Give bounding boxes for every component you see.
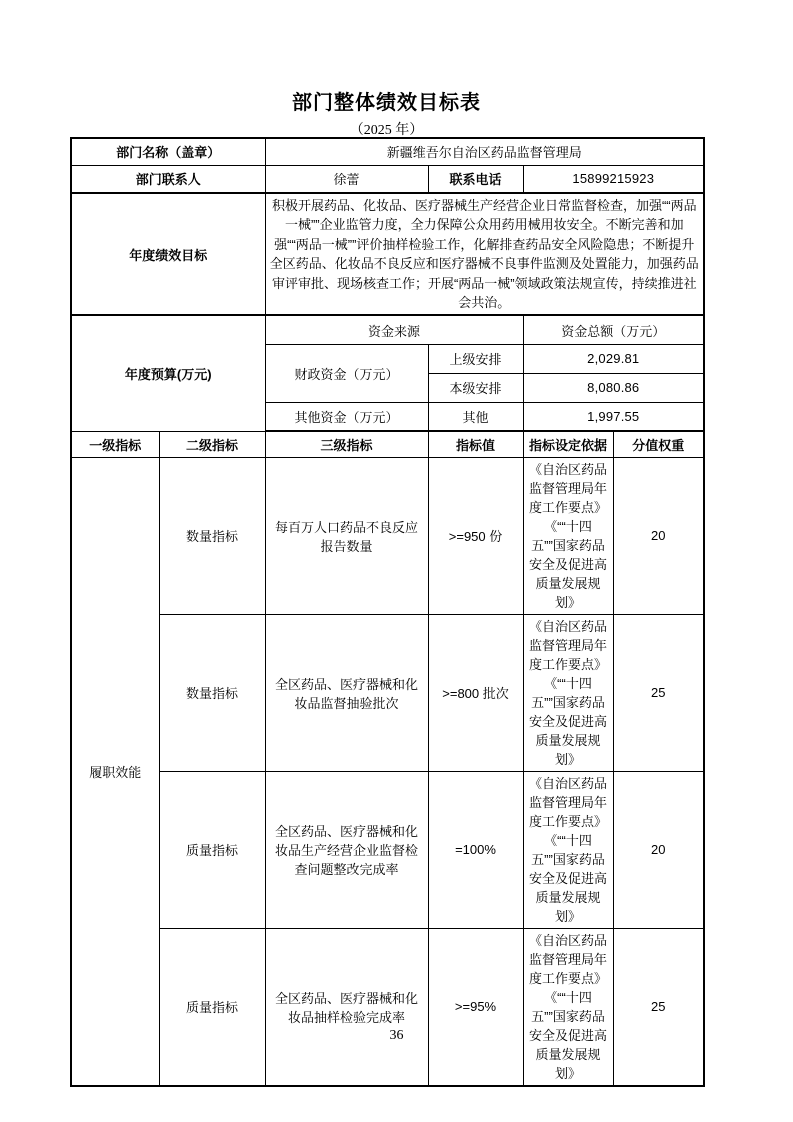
budget-label: 年度预算(万元) xyxy=(71,315,265,431)
level3-value: 每百万人口药品不良反应报告数量 xyxy=(265,457,428,614)
budget-fiscal-label: 财政资金（万元） xyxy=(265,344,428,402)
indicator-row xyxy=(71,928,704,1086)
level2-value: 质量指标 xyxy=(159,771,265,928)
indicator-weight: 20 xyxy=(613,771,704,928)
table-row xyxy=(71,138,704,165)
contact-label: 部门联系人 xyxy=(71,165,265,193)
level2-value: 数量指标 xyxy=(159,614,265,771)
level2-value: 数量指标 xyxy=(159,457,265,614)
page-subtitle: （2025 年） xyxy=(349,123,424,138)
header-level1: 一级指标 xyxy=(71,431,159,457)
level2-value: 质量指标 xyxy=(159,928,265,1086)
budget-total-header: 资金总额（万元） xyxy=(523,315,704,344)
level1-value: 履职效能 xyxy=(71,457,159,1086)
table-row xyxy=(71,165,704,193)
budget-sub-label: 其他 xyxy=(428,402,523,431)
indicator-basis: 《自治区药品监督管理局年度工作要点》《““十四五””国家药品安全及促进高质量发展规划》 xyxy=(523,771,613,928)
budget-sub-label: 本级安排 xyxy=(428,373,523,402)
header-level2: 二级指标 xyxy=(159,431,265,457)
annual-goal-text: 积极开展药品、化妆品、医疗器械生产经营企业日常监督检查，加强““两品一械””企业监管力度，全力保障公众用药用械用妆安全。不断完善和加强““两品一械””评价抽样检验工作，化解排查药品安全风险隐患；不断提升全区药品、化妆品不良反应和医疗器械不良事件监测及处置能力，加强药品审评审批、现场核查工作；开展“两品一械”领域政策法规宣传，持续推进社会共治。 xyxy=(265,193,704,315)
indicator-value: >=950 份 xyxy=(428,457,523,614)
indicator-basis: 《自治区药品监督管理局年度工作要点》《““十四五””国家药品安全及促进高质量发展规划》 xyxy=(523,928,613,1086)
table-row xyxy=(71,315,704,344)
level3-value: 全区药品、医疗器械和化妆品监督抽验批次 xyxy=(265,614,428,771)
indicator-basis: 《自治区药品监督管理局年度工作要点》《““十四五””国家药品安全及促进高质量发展规划》 xyxy=(523,457,613,614)
budget-sub-label: 上级安排 xyxy=(428,344,523,373)
performance-target-table xyxy=(70,137,705,1087)
indicator-value: >=95% xyxy=(428,928,523,1086)
indicator-row xyxy=(71,457,704,614)
phone-label: 联系电话 xyxy=(428,165,523,193)
indicator-weight: 25 xyxy=(613,614,704,771)
header-level3: 三级指标 xyxy=(265,431,428,457)
budget-source-header: 资金来源 xyxy=(265,315,523,344)
indicator-value: >=800 批次 xyxy=(428,614,523,771)
phone-value: 15899215923 xyxy=(523,165,704,193)
table-row xyxy=(71,193,704,315)
level3-value: 全区药品、医疗器械和化妆品生产经营企业监督检查问题整改完成率 xyxy=(265,771,428,928)
indicator-weight: 20 xyxy=(613,457,704,614)
dept-name-value: 新疆维吾尔自治区药品监督管理局 xyxy=(265,138,704,165)
indicator-value: =100% xyxy=(428,771,523,928)
contact-value: 徐蕾 xyxy=(265,165,428,193)
indicator-row xyxy=(71,614,704,771)
budget-amount: 1,997.55 xyxy=(523,402,704,431)
header-weight: 分值权重 xyxy=(613,431,704,457)
budget-amount: 8,080.86 xyxy=(523,373,704,402)
level3-value: 全区药品、医疗器械和化妆品抽样检验完成率 xyxy=(265,928,428,1086)
budget-other-label: 其他资金（万元） xyxy=(265,402,428,431)
indicator-weight: 25 xyxy=(613,928,704,1086)
dept-name-label: 部门名称（盖章） xyxy=(71,138,265,165)
indicator-row xyxy=(71,771,704,928)
page-title: 部门整体绩效目标表 xyxy=(292,92,481,114)
header-value: 指标值 xyxy=(428,431,523,457)
indicator-header-row xyxy=(71,431,704,457)
budget-amount: 2,029.81 xyxy=(523,344,704,373)
annual-goal-label: 年度绩效目标 xyxy=(71,193,265,315)
page-number: 36 xyxy=(389,1028,404,1043)
indicator-basis: 《自治区药品监督管理局年度工作要点》《““十四五””国家药品安全及促进高质量发展规划》 xyxy=(523,614,613,771)
header-basis: 指标设定依据 xyxy=(523,431,613,457)
